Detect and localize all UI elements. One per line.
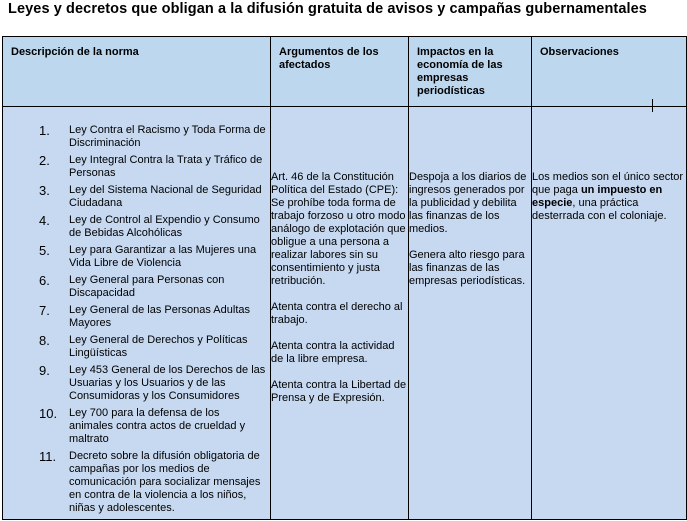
law-text: Ley 700 para la defensa de los animales contra actos de crueldad y maltrato [69,407,246,445]
list-item [39,184,266,210]
impactos-cell [409,107,532,520]
header-impactos: Impactos en la economía de las empresas periodísticas [409,37,532,107]
page-title: Leyes y decretos que obligan a la difusión gratuita de avisos y campañas gubernamentales [8,1,647,17]
list-item [39,244,266,270]
list-item [39,334,266,360]
impact-paragraph: Genera alto riesgo para las finanzas de las empresas periodísticas. [409,249,526,287]
table-header-row [3,37,687,107]
observation-text: Los medios son el único sector que paga [532,171,684,196]
law-text: Ley de Control al Expendio y Consumo de Bebidas Alcohólicas [69,214,260,239]
descripcion-cell [3,107,271,520]
law-text: Ley 453 General de los Derechos de las Usuarias y los Usuarios y de las Consumidoras y los Consumidores [69,364,266,402]
law-text: Ley General de Derechos y Políticas Lingüísticas [69,334,248,359]
list-item [39,407,266,446]
observation-bold-text: un impuesto en especie [532,184,663,209]
header-observaciones: Observaciones [532,37,687,107]
list-number: 11. [39,449,57,464]
list-item [39,304,266,330]
argumentos-cell [271,107,409,520]
law-text: Ley General de las Personas Adultas Mayores [69,304,251,329]
observation-text-end: , una práctica desterrada con el coloniaje. [532,197,667,222]
laws-table [2,36,687,520]
argument-paragraph: Atenta contra la Libertad de Prensa y de Expresión. [271,379,407,404]
list-number: 9. [39,363,50,378]
law-text: Ley para Garantizar a las Mujeres una Vida Libre de Violencia [69,244,257,269]
argument-paragraph: Atenta contra la actividad de la libre empresa. [271,340,395,365]
list-number: 1. [39,123,50,138]
laws-list [3,107,270,515]
list-number: 3. [39,183,50,198]
list-item [39,154,266,180]
list-number: 8. [39,333,50,348]
law-text: Decreto sobre la difusión obligatoria de campañas por los medios de comunicación para socializar mensajes en contra de la violencia a los niños, niñas y adolescentes. [69,450,261,514]
list-number: 10. [39,406,58,421]
list-item [39,450,266,515]
list-number: 5. [39,243,50,258]
observation-paragraph [532,171,686,223]
list-item [39,124,266,150]
observaciones-cell [532,107,687,520]
argument-paragraph: Art. 46 de la Constitución Política del Estado (CPE): Se prohíbe toda forma de trabajo forzoso u otro modo análogo de explotación que obligue a una persona a realizar labores sin su consentimiento y justa retribución. [271,171,406,287]
list-item [39,274,266,300]
header-argumentos: Argumentos de los afectados [271,37,409,107]
law-text: Ley del Sistema Nacional de Seguridad Ciudadana [69,184,262,209]
list-number: 6. [39,273,50,288]
argument-paragraph: Atenta contra el derecho al trabajo. [271,301,403,326]
header-descripcion: Descripción de la norma [3,37,271,107]
law-text: Ley Contra el Racismo y Toda Forma de Discriminación [69,124,266,149]
law-text: Ley General para Personas con Discapacidad [69,274,225,299]
text-cursor [652,99,653,112]
impact-paragraph: Despoja a los diarios de ingresos generados por la publicidad y debilita las finanzas de los medios. [409,171,527,235]
list-number: 4. [39,213,50,228]
table-body-row [3,107,687,520]
list-number: 7. [39,303,50,318]
list-item [39,214,266,240]
law-text: Ley Integral Contra la Trata y Tráfico de Personas [69,154,263,179]
list-number: 2. [39,153,50,168]
list-item [39,364,266,403]
